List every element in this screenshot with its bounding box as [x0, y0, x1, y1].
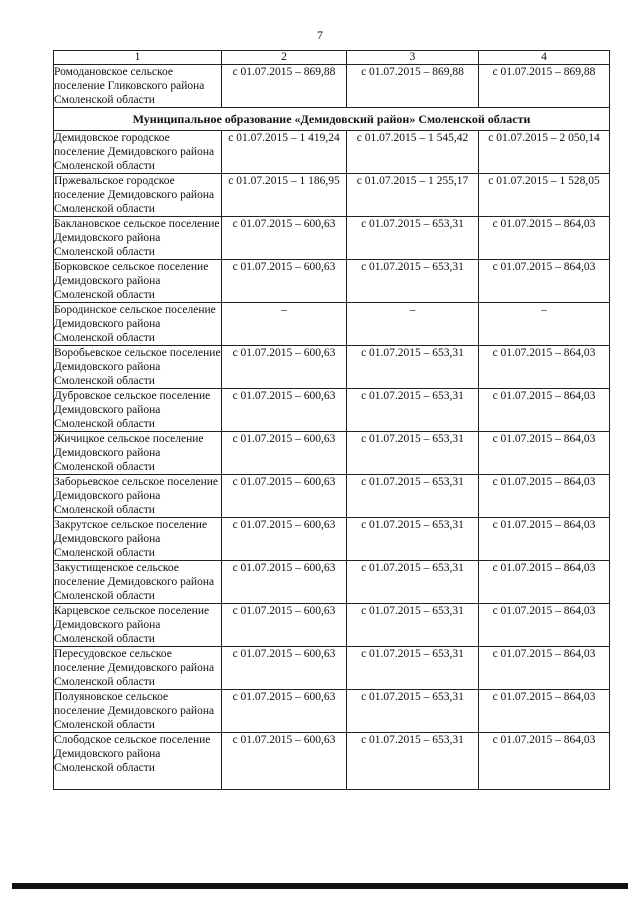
rate-col4-cell: с 01.07.2015 – 1 528,05	[479, 174, 610, 217]
rate-col3-cell: с 01.07.2015 – 653,31	[347, 260, 479, 303]
rate-col3-cell: с 01.07.2015 – 653,31	[347, 346, 479, 389]
rate-col3-cell: с 01.07.2015 – 869,88	[347, 65, 479, 108]
settlement-name-cell: Слободское сельское поселение Демидовского района Смоленской области	[54, 733, 222, 790]
rate-col3-cell: с 01.07.2015 – 653,31	[347, 389, 479, 432]
rate-col4-cell: с 01.07.2015 – 864,03	[479, 475, 610, 518]
table-row	[54, 260, 610, 303]
table-row	[54, 131, 610, 174]
settlement-name-cell: Пржевальское городское поселение Демидовского района Смоленской области	[54, 174, 222, 217]
section-header-row	[54, 108, 610, 131]
rate-col4-cell: –	[479, 303, 610, 346]
rate-col4-cell: с 01.07.2015 – 864,03	[479, 690, 610, 733]
rate-col4-cell: с 01.07.2015 – 869,88	[479, 65, 610, 108]
rate-col4-cell: с 01.07.2015 – 864,03	[479, 217, 610, 260]
rate-col3-cell: с 01.07.2015 – 653,31	[347, 733, 479, 790]
table-row	[54, 604, 610, 647]
column-header: 4	[479, 51, 610, 65]
table-row	[54, 690, 610, 733]
rate-col3-cell: с 01.07.2015 – 653,31	[347, 475, 479, 518]
rate-col2-cell: с 01.07.2015 – 600,63	[222, 647, 347, 690]
rate-col3-cell: с 01.07.2015 – 1 545,42	[347, 131, 479, 174]
section-title: Муниципальное образование «Демидовский район» Смоленской области	[54, 108, 610, 131]
settlement-name-cell: Демидовское городское поселение Демидовского района Смоленской области	[54, 131, 222, 174]
rate-col4-cell: с 01.07.2015 – 864,03	[479, 346, 610, 389]
rate-col3-cell: с 01.07.2015 – 653,31	[347, 647, 479, 690]
bottom-rule	[12, 883, 628, 889]
rate-col2-cell: с 01.07.2015 – 600,63	[222, 346, 347, 389]
rate-col2-cell: с 01.07.2015 – 600,63	[222, 604, 347, 647]
rate-col2-cell: с 01.07.2015 – 600,63	[222, 389, 347, 432]
rate-col4-cell: с 01.07.2015 – 864,03	[479, 260, 610, 303]
rate-col2-cell: с 01.07.2015 – 600,63	[222, 217, 347, 260]
table-row	[54, 217, 610, 260]
rate-col2-cell: с 01.07.2015 – 600,63	[222, 432, 347, 475]
rate-col4-cell: с 01.07.2015 – 864,03	[479, 733, 610, 790]
rate-col3-cell: с 01.07.2015 – 653,31	[347, 518, 479, 561]
rate-col4-cell: с 01.07.2015 – 864,03	[479, 604, 610, 647]
rate-col3-cell: с 01.07.2015 – 653,31	[347, 217, 479, 260]
rate-col3-cell: –	[347, 303, 479, 346]
rate-col3-cell: с 01.07.2015 – 653,31	[347, 432, 479, 475]
table-row	[54, 65, 610, 108]
rate-col2-cell: с 01.07.2015 – 1 419,24	[222, 131, 347, 174]
settlement-name-cell: Дубровское сельское поселение Демидовского района Смоленской области	[54, 389, 222, 432]
table-row	[54, 303, 610, 346]
rate-col2-cell: с 01.07.2015 – 600,63	[222, 561, 347, 604]
rate-col3-cell: с 01.07.2015 – 653,31	[347, 604, 479, 647]
settlement-name-cell: Пересудовское сельское поселение Демидовского района Смоленской области	[54, 647, 222, 690]
column-header: 3	[347, 51, 479, 65]
settlement-name-cell: Закустищенское сельское поселение Демидовского района Смоленской области	[54, 561, 222, 604]
table-row	[54, 733, 610, 790]
rate-col4-cell: с 01.07.2015 – 864,03	[479, 432, 610, 475]
rate-col3-cell: с 01.07.2015 – 653,31	[347, 561, 479, 604]
rate-col2-cell: с 01.07.2015 – 600,63	[222, 260, 347, 303]
table-row	[54, 432, 610, 475]
table-row	[54, 389, 610, 432]
settlement-name-cell: Закрутское сельское поселение Демидовского района Смоленской области	[54, 518, 222, 561]
table-row	[54, 475, 610, 518]
rate-col4-cell: с 01.07.2015 – 2 050,14	[479, 131, 610, 174]
rate-col2-cell: с 01.07.2015 – 600,63	[222, 690, 347, 733]
tariff-table	[53, 50, 610, 790]
page-number: 7	[317, 28, 323, 42]
settlement-name-cell: Воробьевское сельское поселение Демидовского района Смоленской области	[54, 347, 221, 387]
rate-col2-cell: с 01.07.2015 – 600,63	[222, 475, 347, 518]
rate-col2-cell: с 01.07.2015 – 600,63	[222, 733, 347, 790]
rate-col4-cell: с 01.07.2015 – 864,03	[479, 647, 610, 690]
column-header: 1	[54, 51, 222, 65]
settlement-name-cell: Карцевское сельское поселение Демидовского района Смоленской области	[54, 604, 222, 647]
rate-col2-cell: –	[222, 303, 347, 346]
table-header-row	[54, 51, 610, 65]
rate-col4-cell: с 01.07.2015 – 864,03	[479, 518, 610, 561]
settlement-name-cell: Борковское сельское поселение Демидовского района Смоленской области	[54, 260, 222, 303]
rate-col4-cell: с 01.07.2015 – 864,03	[479, 389, 610, 432]
table-body	[54, 51, 610, 790]
rate-col4-cell: с 01.07.2015 – 864,03	[479, 561, 610, 604]
rate-col2-cell: с 01.07.2015 – 869,88	[222, 65, 347, 108]
rate-col2-cell: с 01.07.2015 – 1 186,95	[222, 174, 347, 217]
settlement-name-cell: Баклановское сельское поселение Демидовского района Смоленской области	[54, 218, 220, 258]
rate-col3-cell: с 01.07.2015 – 653,31	[347, 690, 479, 733]
settlement-name-cell: Полуяновское сельское поселение Демидовского района Смоленской области	[54, 690, 222, 733]
table-row	[54, 174, 610, 217]
settlement-name-cell: Заборьевское сельское поселение Демидовского района Смоленской области	[54, 475, 222, 518]
column-header: 2	[222, 51, 347, 65]
settlement-name-cell: Ромодановское сельское поселение Гликовского района Смоленской области	[54, 65, 222, 108]
settlement-name-cell: Бородинское сельское поселение Демидовского района Смоленской области	[54, 303, 222, 346]
table-row	[54, 647, 610, 690]
table-row	[54, 346, 610, 389]
table-row	[54, 518, 610, 561]
table-row	[54, 561, 610, 604]
rate-col3-cell: с 01.07.2015 – 1 255,17	[347, 174, 479, 217]
settlement-name-cell: Жичицкое сельское поселение Демидовского района Смоленской области	[54, 432, 222, 475]
rate-col2-cell: с 01.07.2015 – 600,63	[222, 518, 347, 561]
